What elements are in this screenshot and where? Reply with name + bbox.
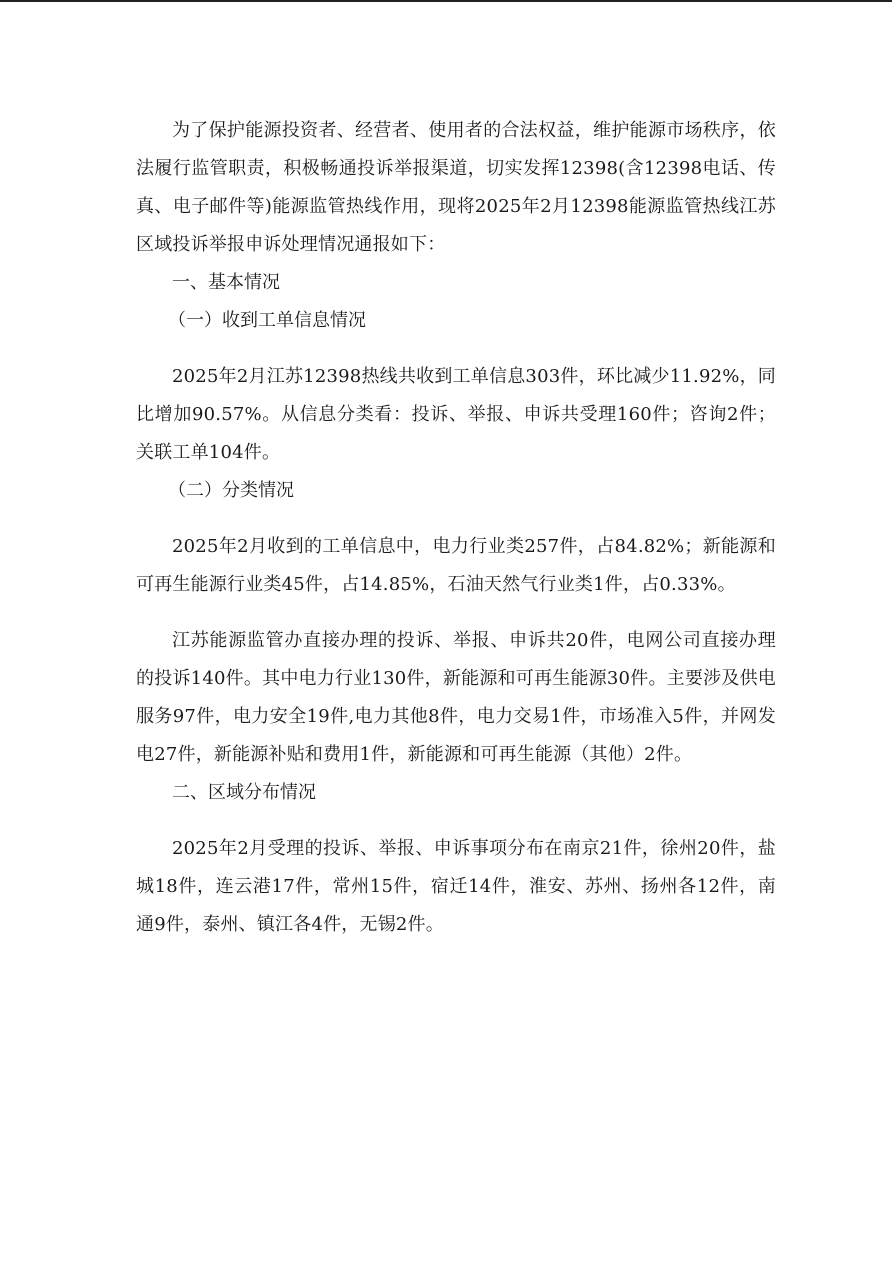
section-1-sub-2-paragraph-2: 江苏能源监管办直接办理的投诉、举报、申诉共20件，电网公司直接办理的投诉140件。其中电力行业130件，新能源和可再生能源30件。主要涉及供电服务97件，电力安全19件,电力其他8件，电力交易1件，市场准入5件，并网发电27件，新能源补贴和费用1件，新能源和可再生能源（其他）2件。 bbox=[136, 630, 776, 765]
section-1-sub-1-paragraph: 2025年2月江苏12398热线共收到工单信息303件，环比减少11.92%，同比增加90.57%。从信息分类看：投诉、举报、申诉共受理160件；咨询2件；关联工单104件。 bbox=[136, 366, 776, 463]
section-1-sub-2-paragraph-1: 2025年2月收到的工单信息中，电力行业类257件，占84.82%；新能源和可再生能源行业类45件，占14.85%，石油天然气行业类1件，占0.33%。 bbox=[136, 536, 776, 595]
top-border-line bbox=[0, 0, 892, 2]
intro-paragraph: 为了保护能源投资者、经营者、使用者的合法权益，维护能源市场秩序，依法履行监管职责，积极畅通投诉举报渠道，切实发挥12398(含12398电话、传真、电子邮件等)能源监管热线作用，现将2025年2月12398能源监管热线江苏区域投诉举报申诉处理情况通报如下： bbox=[136, 120, 776, 255]
section-2-heading: 二、区域分布情况 bbox=[172, 782, 316, 803]
section-1-sub-2-heading: （二）分类情况 bbox=[168, 480, 294, 501]
section-2-paragraph: 2025年2月受理的投诉、举报、申诉事项分布在南京21件，徐州20件，盐城18件，连云港17件，常州15件，宿迁14件，淮安、苏州、扬州各12件，南通9件，泰州、镇江各4件，无锡2件。 bbox=[136, 838, 776, 935]
section-1-heading: 一、基本情况 bbox=[172, 272, 280, 293]
document-body bbox=[136, 112, 776, 944]
section-1-sub-1-heading: （一）收到工单信息情况 bbox=[168, 310, 366, 331]
